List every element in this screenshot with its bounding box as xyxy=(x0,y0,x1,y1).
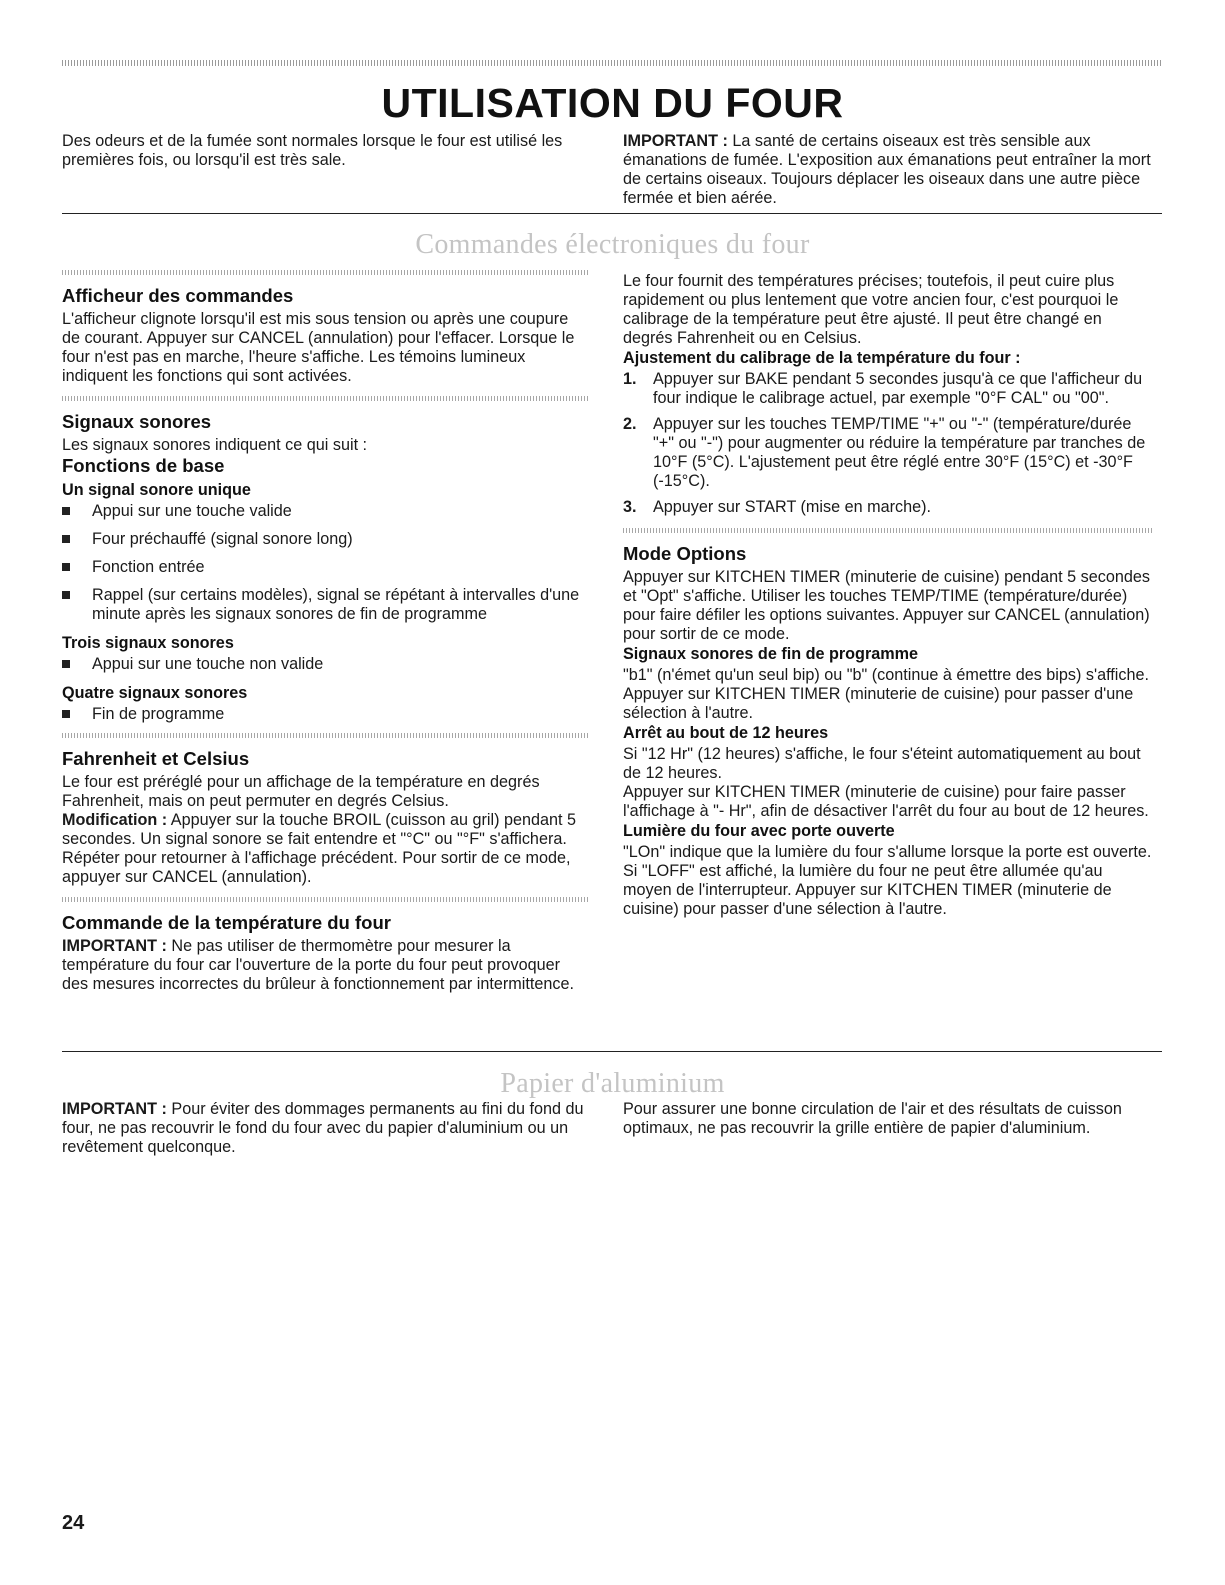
papier-left-column xyxy=(62,1100,602,1157)
fahrenheit-text: Le four est préréglé pour un affichage de la température en degrés Fahrenheit, mais on peut permuter en degrés Celsius. xyxy=(62,773,540,810)
trois-list xyxy=(62,655,590,674)
signaux-intro: Les signaux sonores indiquent ce qui suit : xyxy=(62,436,368,454)
minihead-arret: Arrêt au bout de 12 heures xyxy=(623,724,829,742)
arret-text-1: Si "12 Hr" (12 heures) s'affiche, le four s'éteint automatiquement au bout de 12 heures. xyxy=(623,745,1141,782)
page-title: UTILISATION DU FOUR xyxy=(381,80,844,126)
papier-right-text: Pour assurer une bonne circulation de l'air et des résultats de cuisson optimaux, ne pas recouvrir la grille entière de papier d'aluminium. xyxy=(623,1100,1122,1137)
bullet-square-icon xyxy=(62,591,70,599)
section-divider xyxy=(62,1051,1162,1052)
minihead-unique: Un signal sonore unique xyxy=(62,481,251,499)
minihead-lumiere: Lumière du four avec porte ouverte xyxy=(623,822,895,840)
subhead-fahrenheit: Fahrenheit et Celsius xyxy=(62,748,250,769)
papier-right-column xyxy=(623,1100,1153,1138)
commande-important-text: IMPORTANT : Ne pas utiliser de thermomètre pour mesurer la température du four car l'ouverture de la porte du four peut provoquer des mesures incorrectes du brûleur à fonctionnement par intermittence. xyxy=(62,937,574,993)
list-item: Appui sur une touche valide xyxy=(62,502,590,521)
dotted-rule xyxy=(62,270,590,275)
quatre-list xyxy=(62,705,590,724)
section-title-commandes: Commandes électroniques du four xyxy=(415,229,810,260)
step-item: 1. Appuyer sur BAKE pendant 5 secondes jusqu'à ce que l'afficheur du four indique le calibrage actuel, par exemple "0°F CAL" ou "00". xyxy=(623,370,1143,407)
intro-left xyxy=(62,132,602,170)
intro-right xyxy=(623,132,1153,208)
minihead-trois: Trois signaux sonores xyxy=(62,634,234,652)
important-label: IMPORTANT : xyxy=(62,937,167,955)
calibrage-intro: Le four fournit des températures précises; toutefois, il peut cuire plus rapidement ou plus lentement que votre ancien four, c'est pourquoi le calibrage de la température peut être ajusté. Il peut être changé en degrés Fahrenheit ou en Celsius. xyxy=(623,272,1119,347)
lumiere-text: "LOn" indique que la lumière du four s'allume lorsque la porte est ouverte. Si "LOFF" est affiché, la lumière du four ne peut être allumée qu'au moyen de l'interrupteur. Appuyer sur KITCHEN TIMER (minuterie de cuisine) pour passer d'une sélection à l'autre. xyxy=(623,843,1152,918)
important-text: La santé de certains oiseaux est très sensible aux émanations de fumée. L'exposition aux émanations peut entraîner la mort de certains oiseaux. Toujours déplacer les oiseaux dans une autre pièce fermée et bien aérée. xyxy=(623,132,1151,207)
section-divider xyxy=(62,213,1162,214)
dotted-rule xyxy=(623,528,1153,533)
section-title-papier: Papier d'aluminium xyxy=(500,1068,725,1099)
modification-label: Modification : xyxy=(62,811,168,829)
bullet-square-icon xyxy=(62,710,70,718)
list-item: Appui sur une touche non valide xyxy=(62,655,590,674)
commandes-left-column xyxy=(62,270,590,994)
bullet-square-icon xyxy=(62,535,70,543)
calibrage-steps xyxy=(623,370,1153,517)
important-label: IMPORTANT : xyxy=(623,132,728,150)
subhead-signaux: Signaux sonores xyxy=(62,411,212,432)
subhead-fonctions: Fonctions de base xyxy=(62,455,225,476)
list-item: Fin de programme xyxy=(62,705,590,724)
minihead-ajustement: Ajustement du calibrage de la température du four : xyxy=(623,349,1021,367)
bullet-square-icon xyxy=(62,507,70,515)
afficheur-text: L'afficheur clignote lorsqu'il est mis sous tension ou après une coupure de courant. Appuyer sur CANCEL (annulation) pour l'effacer. Lorsque le four n'est pas en marche, l'heure s'affiche. Les témoins lumineux indiquent les fonctions qui sont activées. xyxy=(62,310,575,385)
dotted-rule xyxy=(62,733,590,738)
intro-right-text xyxy=(623,132,1153,208)
intro-left-text: Des odeurs et de la fumée sont normales lorsque le four est utilisé les premières fois, ou lorsqu'il est très sale. xyxy=(62,132,563,169)
subhead-afficheur: Afficheur des commandes xyxy=(62,285,294,306)
commandes-right-column xyxy=(623,272,1153,919)
bullet-square-icon xyxy=(62,660,70,668)
minihead-quatre: Quatre signaux sonores xyxy=(62,684,248,702)
minihead-fin-programme: Signaux sonores de fin de programme xyxy=(623,645,919,663)
top-dotted-rule xyxy=(62,60,1162,66)
list-item: Rappel (sur certains modèles), signal se répétant à intervalles d'une minute après les signaux sonores de fin de programme xyxy=(62,586,590,624)
bullet-square-icon xyxy=(62,563,70,571)
dotted-rule xyxy=(62,396,590,401)
fin-programme-text: "b1" (n'émet qu'un seul bip) ou "b" (continue à émettre des bips) s'affiche. Appuyer sur KITCHEN TIMER (minuterie de cuisine) pour passer d'une sélection à l'autre. xyxy=(623,666,1149,722)
subhead-mode-options: Mode Options xyxy=(623,543,747,564)
arret-text-2: Appuyer sur KITCHEN TIMER (minuterie de cuisine) pour faire passer l'affichage à "- Hr", afin de désactiver l'arrêt du four au bout de 12 heures. xyxy=(623,783,1149,820)
subhead-commande-temperature: Commande de la température du four xyxy=(62,912,391,933)
modification-text: Modification : Appuyer sur la touche BROIL (cuisson au gril) pendant 5 secondes. Un signal sonore se fait entendre et "°C" ou "°F" s'affichera. Répéter pour retourner à l'affichage précédent. Pour sortir de ce mode, appuyer sur CANCEL (annulation). xyxy=(62,811,577,886)
list-item: Four préchauffé (signal sonore long) xyxy=(62,530,590,549)
papier-important-text: IMPORTANT : Pour éviter des dommages permanents au fini du fond du four, ne pas recouvrir le fond du four avec du papier d'aluminium ou un revêtement quelconque. xyxy=(62,1100,584,1156)
step-item: 3. Appuyer sur START (mise en marche). xyxy=(623,498,931,516)
unique-list xyxy=(62,502,590,624)
dotted-rule xyxy=(62,897,590,902)
page-number: 24 xyxy=(62,1512,85,1534)
mode-options-text: Appuyer sur KITCHEN TIMER (minuterie de cuisine) pendant 5 secondes et "Opt" s'affiche. Utiliser les touches TEMP/TIME (température/durée) pour faire défiler les options suivantes. Appuyer sur CANCEL (annulation) pour sortir de ce mode. xyxy=(623,568,1150,643)
list-item: Fonction entrée xyxy=(62,558,590,577)
important-label: IMPORTANT : xyxy=(62,1100,167,1118)
step-item: 2. Appuyer sur les touches TEMP/TIME "+" ou "-" (température/durée "+" ou "-") pour augmenter ou réduire la température par tranches de 10°F (5°C). L'ajustement peut être réglé entre 30°F (15°C) et -30°F (-15°C). xyxy=(623,415,1146,490)
